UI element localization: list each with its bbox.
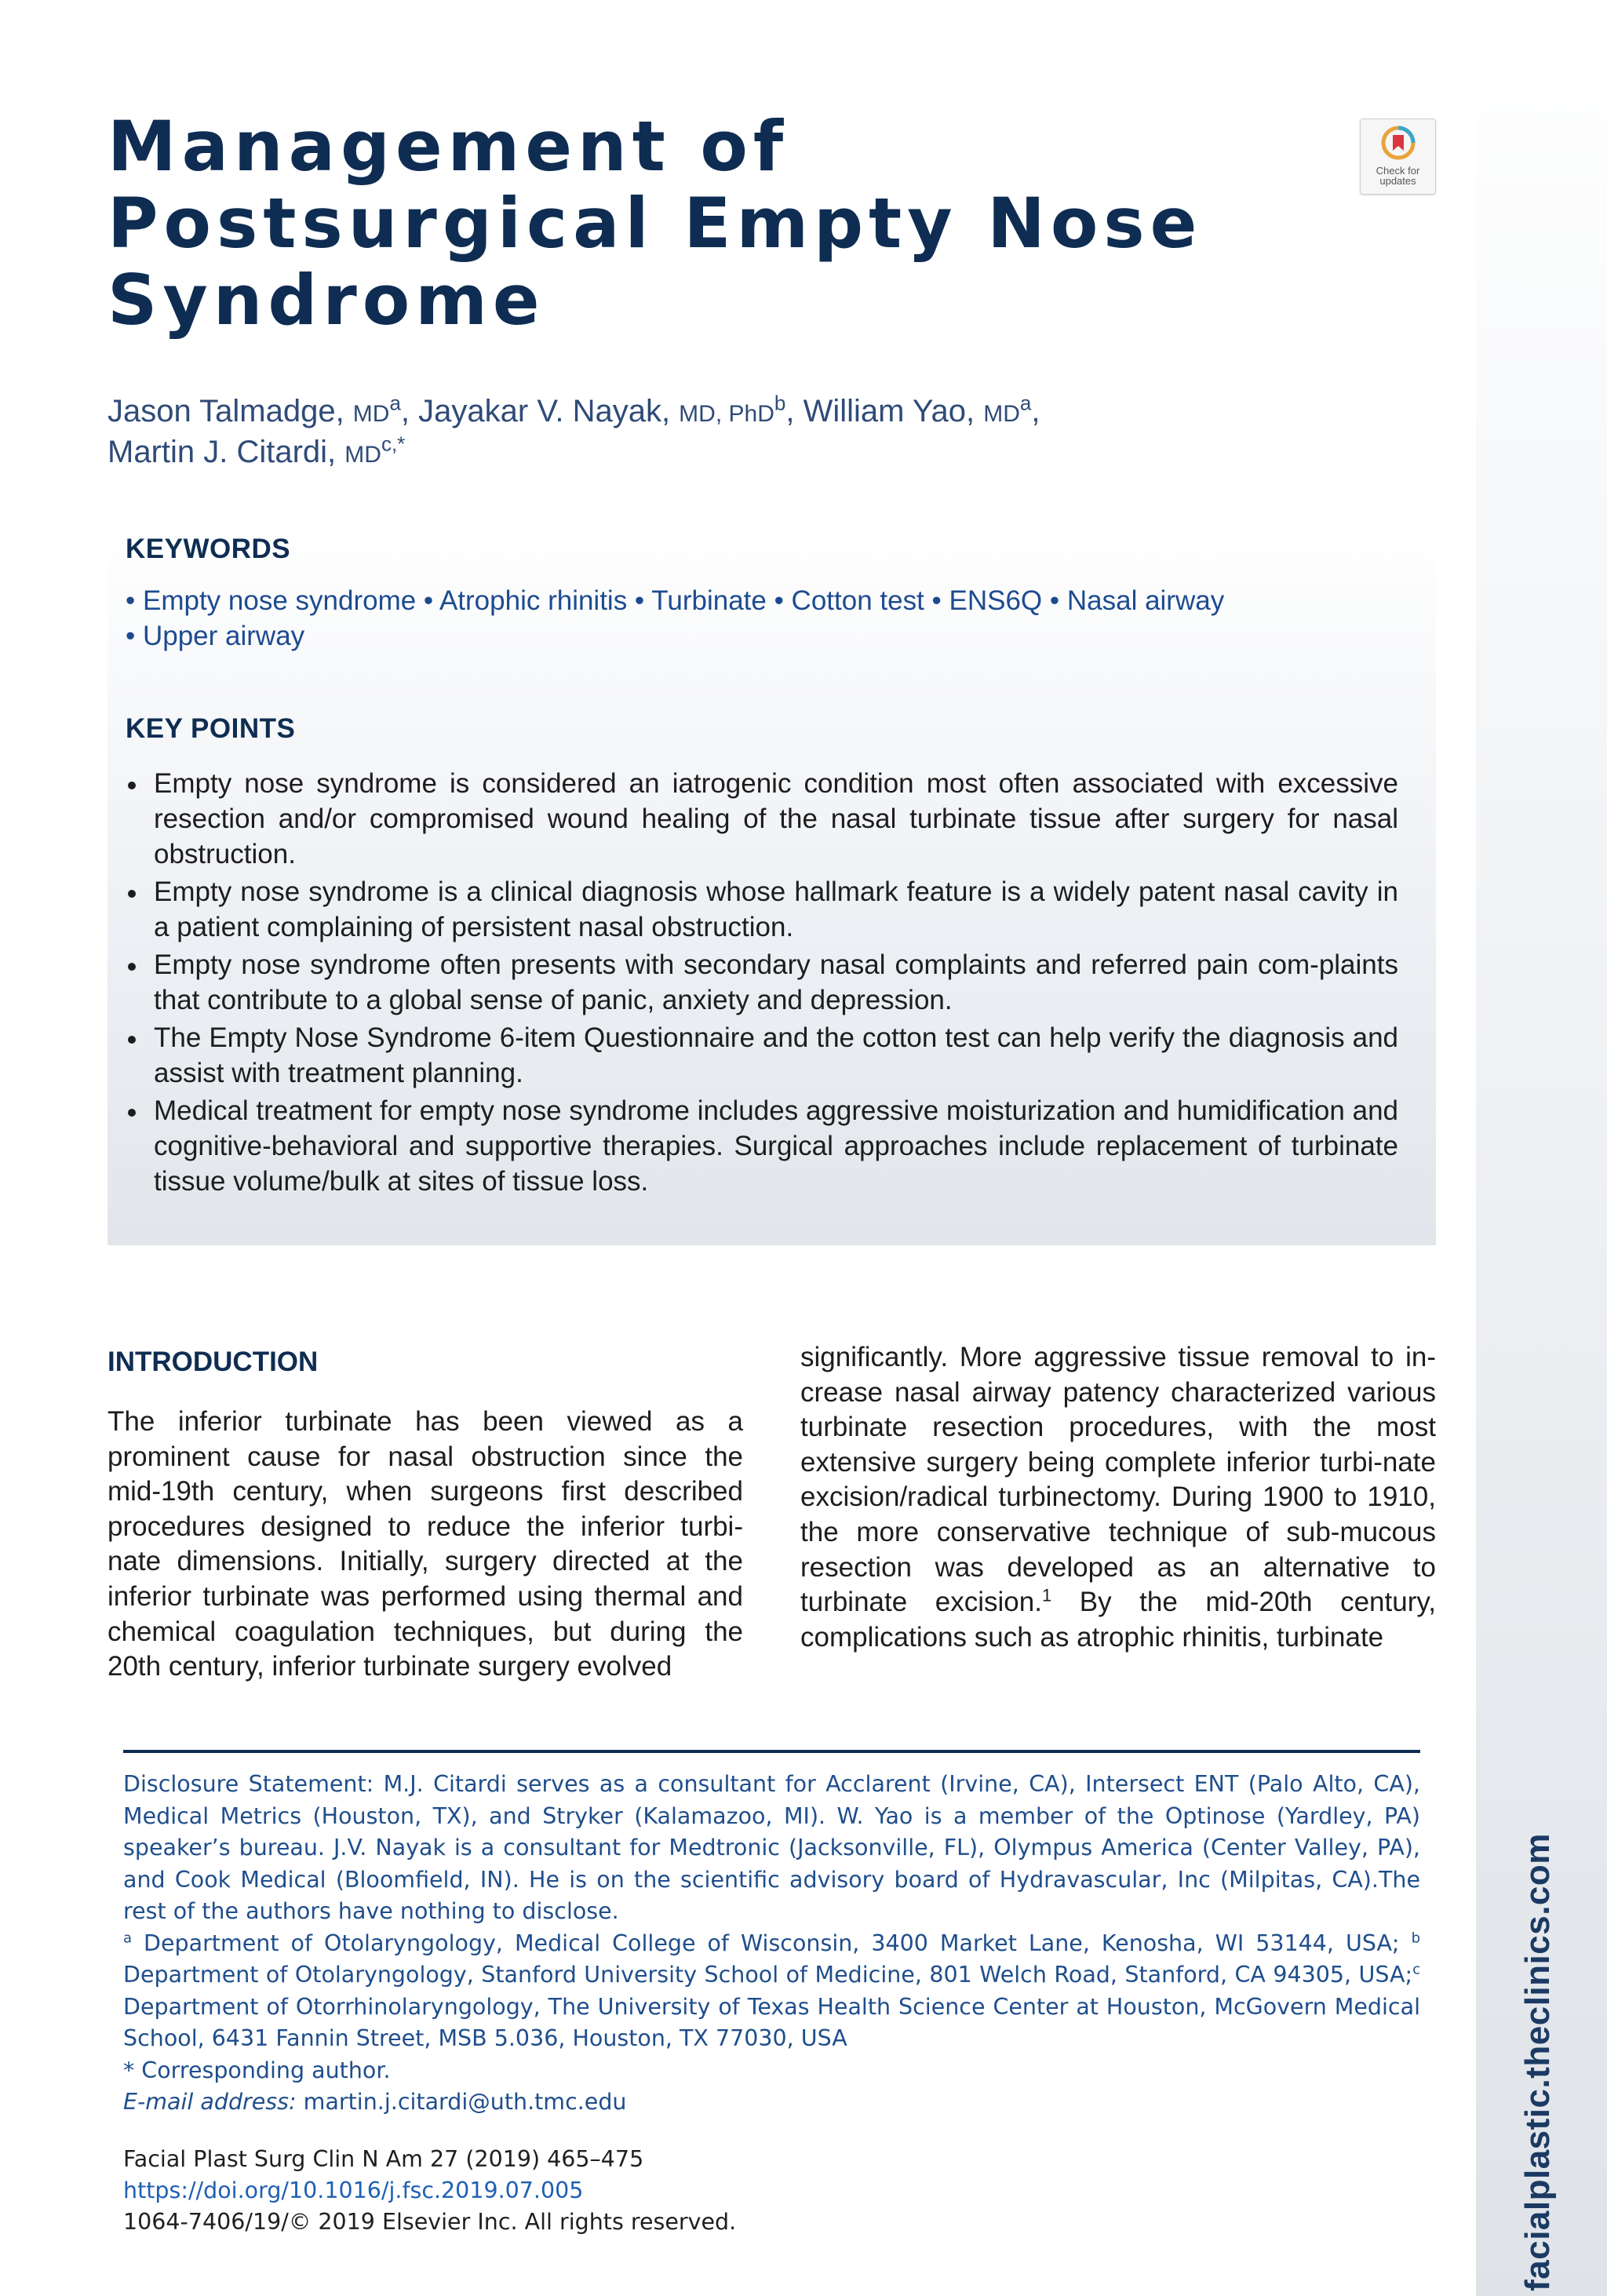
title-line: Management of [107,106,789,187]
bookmark-icon [1381,126,1416,160]
author-line: Martin J. Citardi, $MD^{c,*}$ [107,432,406,469]
check-for-updates-button[interactable] [1360,118,1436,195]
journal-citation: Facial Plast Surg Clin N Am 27 (2019) 465–475 [123,2146,644,2172]
author-line: Jason Talmadge, $MD^a$, Jayakar V. Nayak, MD, PhD$^b$, William Yao, $MD^a$, [107,391,1040,428]
list-item: Medical treatment for empty nose syndrome includes aggressive moisturization and humidification and cognitive-behavioral and supportive therapies. Surgical approaches include replacement of turbinate tissue volume/bulk at sites of tissue loss. [126,1093,1398,1199]
badge-label: Check for updates [1376,165,1420,187]
article-title [107,108,1202,339]
key-points-list [126,766,1398,1201]
doi-link[interactable]: https://doi.org/10.1016/j.fsc.2019.07.005 [123,2178,584,2203]
journal-website: facialplastic.theclinics.com [1518,1833,1557,2291]
title-line: Postsurgical Empty Nose [107,183,1203,264]
keywords-heading: KEYWORDS [126,534,291,564]
corresponding-author: * Corresponding author. [123,2057,391,2083]
key-points-heading: KEY POINTS [126,713,296,744]
author-list [107,392,1363,474]
keyword-list: • Empty nose syndrome • Atrophic rhinitis • Turbinate • Cotton test • ENS6Q • Nasal airway • Upper airway [126,585,1225,651]
list-item: The Empty Nose Syndrome 6-item Questionnaire and the cotton test can help verify the diagnosis and assist with treatment planning. [126,1020,1398,1091]
list-item: Empty nose syndrome is a clinical diagnosis whose hallmark feature is a widely patent nasal cavity in a patient complaining of persistent nasal obstruction. [126,874,1398,945]
body-paragraph-left: The inferior turbinate has been viewed as a prominent cause for nasal obstruction since the mid-19th century, when surgeons first described procedures designed to reduce the inferior turbi-nate dimensions. Initially, surgery directed at the inferior turbinate was performed using thermal and chemical coagulation techniques, but during the 20th century, inferior turbinate surgery evolved [107,1406,743,1682]
section-heading: INTRODUCTION [107,1347,319,1377]
body-paragraph-right: significantly. More aggressive tissue removal to in-crease nasal airway patency characterized various turbinate resection procedures, with the most extensive surgery being complete inferior turbi-nate excision/radical turbinectomy. During 1900 to 1910, the more conservative technique of sub-mucous resection was developed as an alternative to turbinate excision.$^1$ By the mid-20th century, complications such as atrophic rhinitis, turbinate [800,1342,1436,1653]
disclosure-statement: Disclosure Statement: M.J. Citardi serves as a consultant for Acclarent (Irvine, CA), Intersect ENT (Palo Alto, CA), Medical Metrics (Houston, TX), and Stryker (Kalamazoo, MI). W. Yao is a member of the Optinose (Yardley, PA) speaker’s bureau. J.V. Nayak is a consultant for Medtronic (Jacksonville, FL), Olympus America (Center Valley, PA), and Cook Medical (Bloomfield, IN). He is on the scientific advisory board of Hydravascular, Inc (Milpitas, CA).The rest of the authors have nothing to disclose. [123,1771,1420,1924]
footnote-divider [123,1750,1420,1753]
affiliations: $^a$ Department of Otolaryngology, Medical College of Wisconsin, 3400 Market Lane, Kenosha, WI 53144, USA; $^b$ Department of Otolaryngology, Stanford University School of Medicine, 801 Welch Road, Stanford, CA 94305, USA;$^c$ Department of Otorrhinolaryngology, The University of Texas Health Science Center at Houston, McGovern Medical School, 6431 Fannin Street, MSB 5.036, Houston, TX 77030, USA [123,1930,1420,2051]
citation-block [123,2144,986,2238]
list-item: Empty nose syndrome often presents with secondary nasal complaints and referred pain com-plaints that contribute to a global sense of panic, anxiety and depression. [126,947,1398,1018]
reference-link[interactable]: 1 [1041,1585,1052,1605]
email-link[interactable]: martin.j.citardi@uth.tmc.edu [296,2089,627,2115]
footnotes [123,1769,1420,2119]
list-item: Empty nose syndrome is considered an iatrogenic condition most often associated with excessive resection and/or compromised wound healing of the nasal turbinate tissue after surgery for nasal obstruction. [126,766,1398,872]
copyright: 1064-7406/19/© 2019 Elsevier Inc. All rights reserved. [123,2209,737,2235]
email-line: E-mail address: martin.j.citardi@uth.tmc.edu [123,2089,627,2115]
title-line: Syndrome [107,260,545,341]
